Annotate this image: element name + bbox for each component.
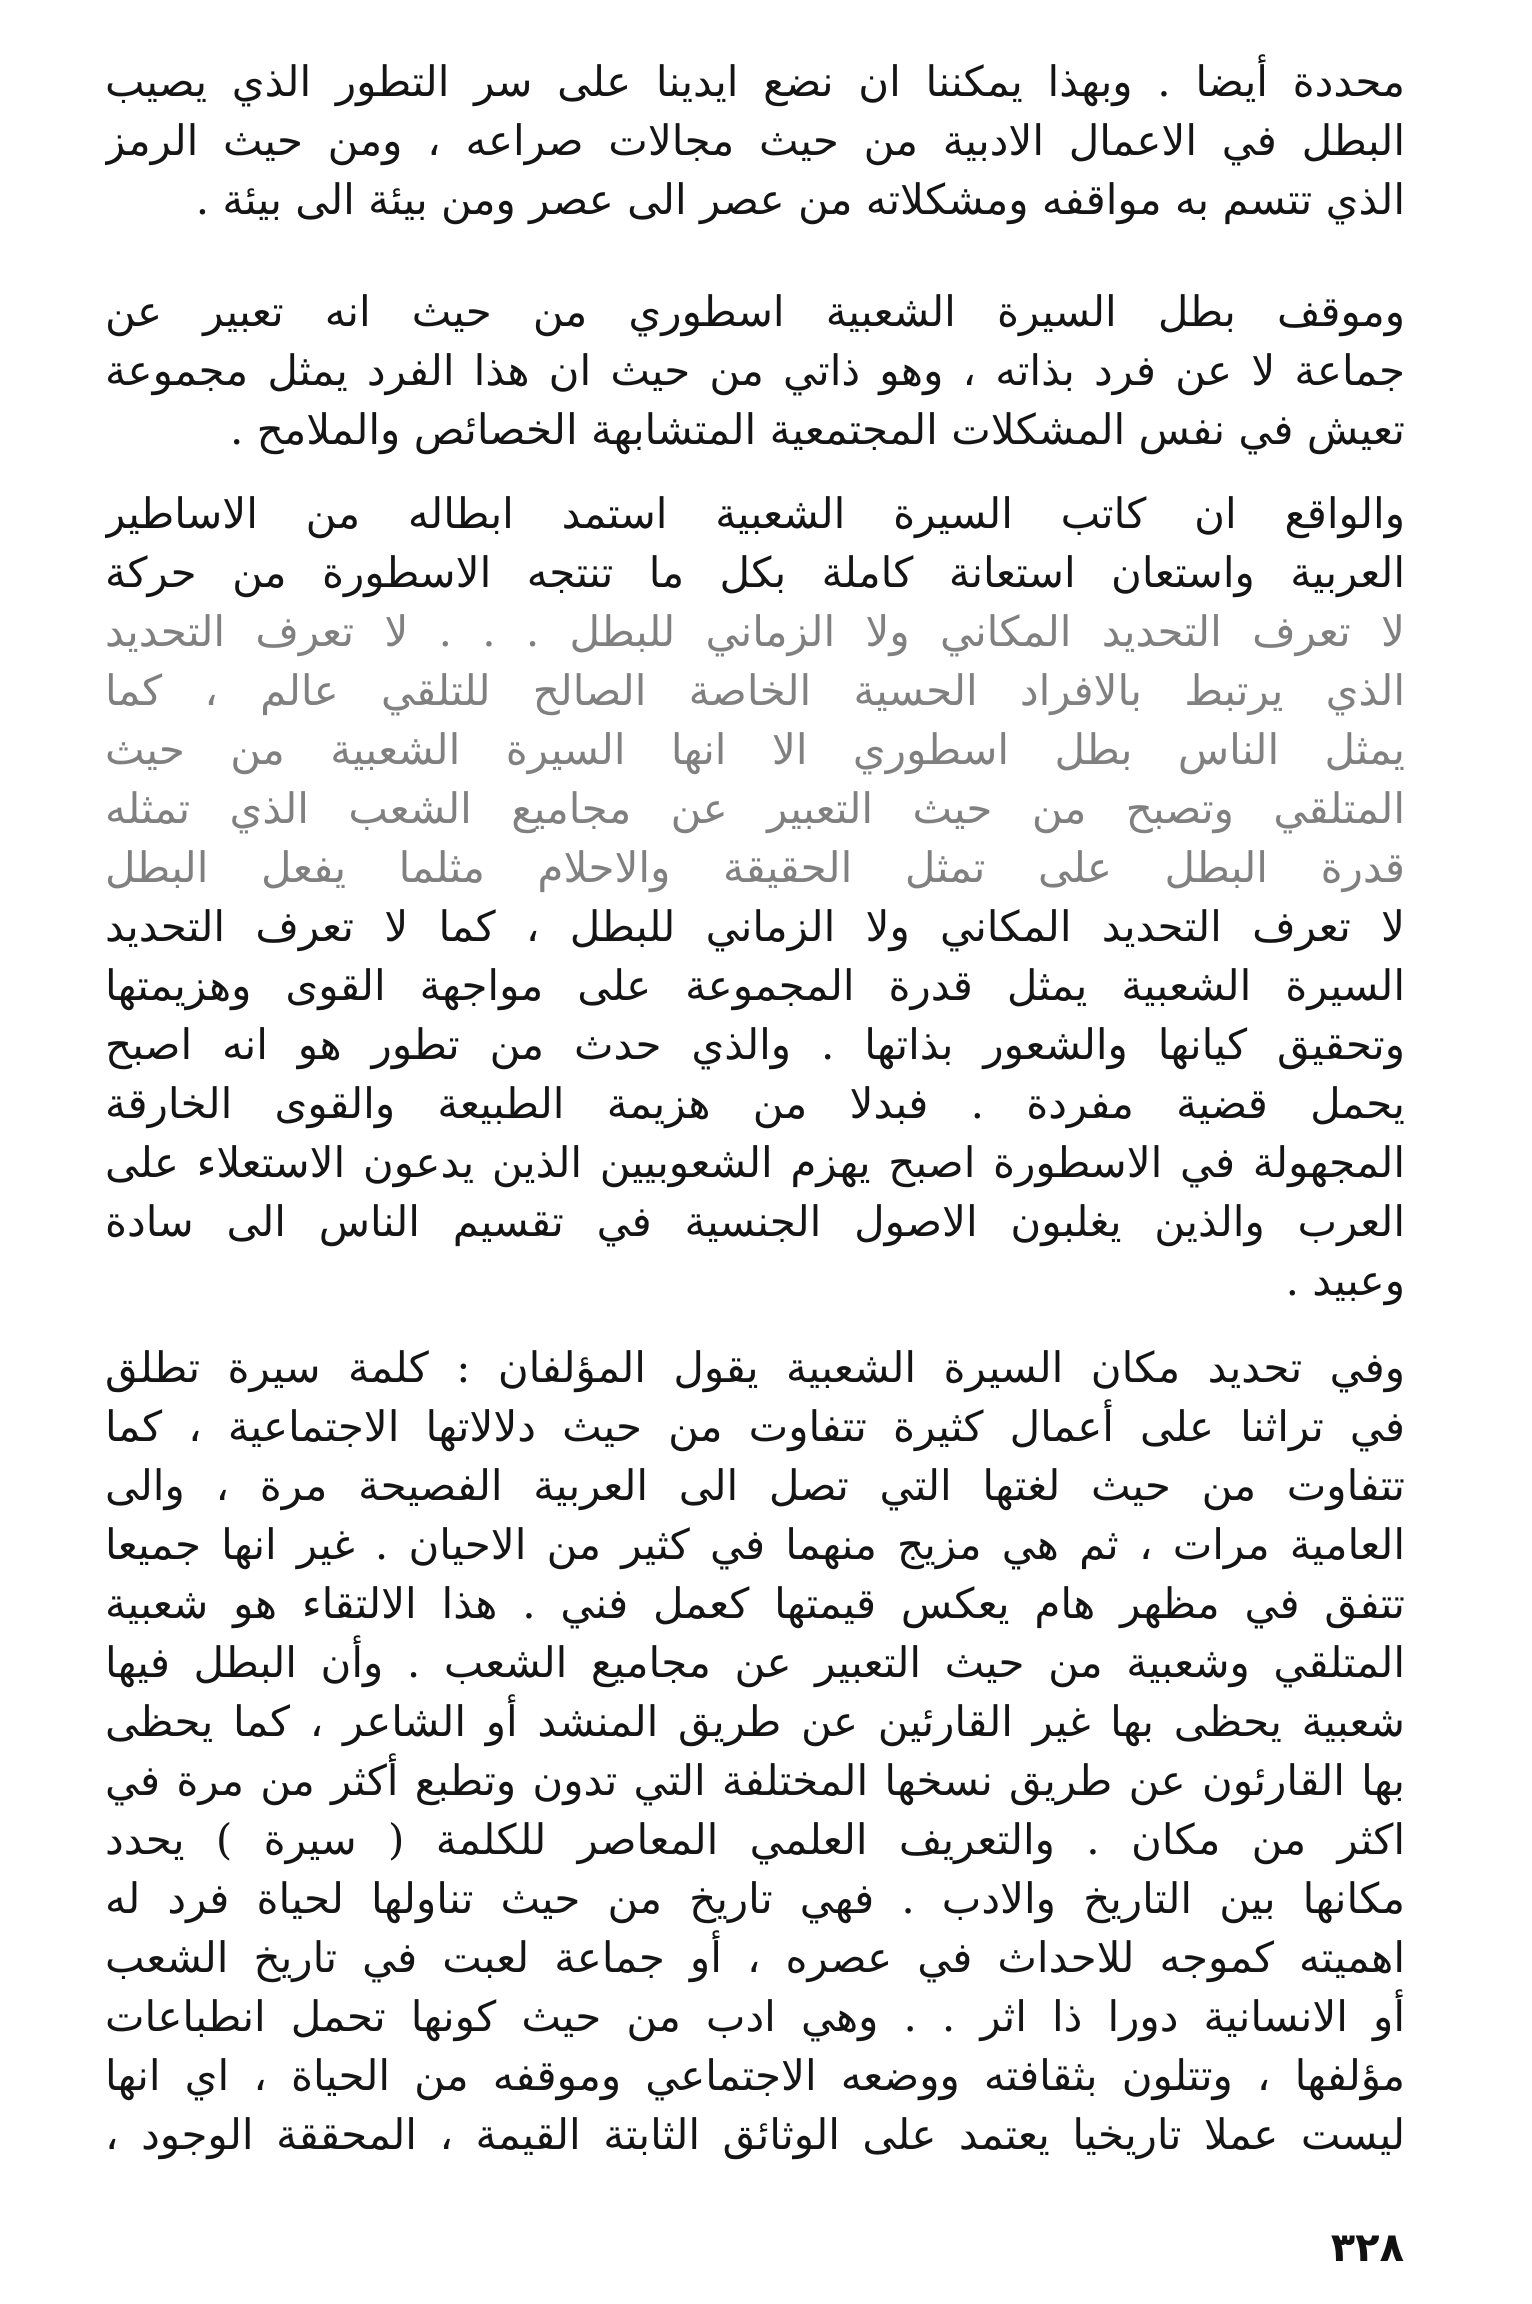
text-line: اهميته كموجه للاحداث في عصره ، أو جماعة لعبت في تاريخ الشعب xyxy=(105,1933,1405,1982)
text-line: محددة أيضا . وبهذا يمكننا ان نضع ايدينا على سر التطور الذي يصيب xyxy=(105,57,1405,106)
text-line-faded: الذي يرتبط بالافراد الحسية الخاصة الصالح للتلقي عالم ، كما xyxy=(105,666,1405,715)
text-line: وفي تحديد مكان السيرة الشعبية يقول المؤلفان : كلمة سيرة تطلق xyxy=(105,1343,1405,1392)
paragraph-2 xyxy=(105,282,1405,459)
text-line: مكانها بين التاريخ والادب . فهي تاريخ من حيث تناولها لحياة فرد له xyxy=(105,1874,1405,1923)
text-line: والواقع ان كاتب السيرة الشعبية استمد ابطاله من الاساطير xyxy=(105,489,1405,538)
text-line: ليست عملا تاريخيا يعتمد على الوثائق الثابتة القيمة ، المحققة الوجود ، xyxy=(105,2110,1405,2159)
paragraph-1 xyxy=(105,52,1405,229)
text-line: وموقف بطل السيرة الشعبية اسطوري من حيث انه تعبير عن xyxy=(105,287,1405,336)
text-line: الذي تتسم به مواقفه ومشكلاته من عصر الى عصر ومن بيئة الى بيئة . xyxy=(195,175,1405,224)
text-line: أو الانسانية دورا ذا اثر . . وهي ادب من حيث كونها تحمل انطباعات xyxy=(105,1992,1405,2041)
text-line: بها القارئون عن طريق نسخها المختلفة التي تدون وتطبع أكثر من مرة في xyxy=(105,1756,1405,1805)
text-line: العربية واستعان استعانة كاملة بكل ما تنتجه الاسطورة من حركة xyxy=(105,548,1405,597)
text-line: العامية مرات ، ثم هي مزيج منهما في كثير من الاحيان . غير انها جميعا xyxy=(105,1520,1405,1569)
text-line: المتلقي وشعبية من حيث التعبير عن مجاميع الشعب . وأن البطل فيها xyxy=(105,1638,1405,1687)
text-line: السيرة الشعبية يمثل قدرة المجموعة على مواجهة القوى وهزيمتها xyxy=(105,961,1405,1010)
text-line: شعبية يحظى بها غير القارئين عن طريق المنشد أو الشاعر ، كما يحظى xyxy=(105,1697,1405,1746)
text-line: تتفاوت من حيث لغتها التي تصل الى العربية الفصيحة مرة ، والى xyxy=(105,1461,1405,1510)
text-line-faded: قدرة البطل على تمثل الحقيقة والاحلام مثلما يفعل البطل xyxy=(105,843,1405,892)
text-line: يحمل قضية مفردة . فبدلا من هزيمة الطبيعة والقوى الخارقة xyxy=(105,1079,1405,1128)
page-number: ٣٢٨ xyxy=(1330,2225,1404,2271)
text-line: تعيش في نفس المشكلات المجتمعية المتشابهة الخصائص والملامح . xyxy=(229,405,1405,454)
text-line: اكثر من مكان . والتعريف العلمي المعاصر للكلمة ( سيرة ) يحدد xyxy=(105,1815,1405,1864)
text-line: تتفق في مظهر هام يعكس قيمتها كعمل فني . هذا الالتقاء هو شعبية xyxy=(105,1579,1405,1628)
text-line: جماعة لا عن فرد بذاته ، وهو ذاتي من حيث ان هذا الفرد يمثل مجموعة xyxy=(105,346,1405,395)
text-line: مؤلفها ، وتتلون بثقافته ووضعه الاجتماعي وموقفه من الحياة ، اي انها xyxy=(105,2051,1405,2100)
text-line: وعبيد . xyxy=(1285,1256,1405,1305)
text-line-faded: يمثل الناس بطل اسطوري الا انها السيرة الشعبية من حيث xyxy=(105,725,1405,774)
paragraph-3 xyxy=(105,484,1405,1310)
text-line-faded: المتلقي وتصبح من حيث التعبير عن مجاميع الشعب الذي تمثله xyxy=(105,784,1405,833)
text-line: وتحقيق كيانها والشعور بذاتها . والذي حدث من تطور هو انه اصبح xyxy=(105,1020,1405,1069)
text-line: لا تعرف التحديد المكاني ولا الزماني للبطل ، كما لا تعرف التحديد xyxy=(105,902,1405,951)
text-line-faded: لا تعرف التحديد المكاني ولا الزماني للبطل . . . لا تعرف التحديد xyxy=(105,607,1405,656)
text-line: العرب والذين يغلبون الاصول الجنسية في تقسيم الناس الى سادة xyxy=(105,1197,1405,1246)
text-line: البطل في الاعمال الادبية من حيث مجالات صراعه ، ومن حيث الرمز xyxy=(105,116,1405,165)
paragraph-4 xyxy=(105,1338,1405,2164)
text-line: المجهولة في الاسطورة اصبح يهزم الشعوبيين الذين يدعون الاستعلاء على xyxy=(105,1138,1405,1187)
text-line: في تراثنا على أعمال كثيرة تتفاوت من حيث دلالاتها الاجتماعية ، كما xyxy=(105,1402,1405,1451)
